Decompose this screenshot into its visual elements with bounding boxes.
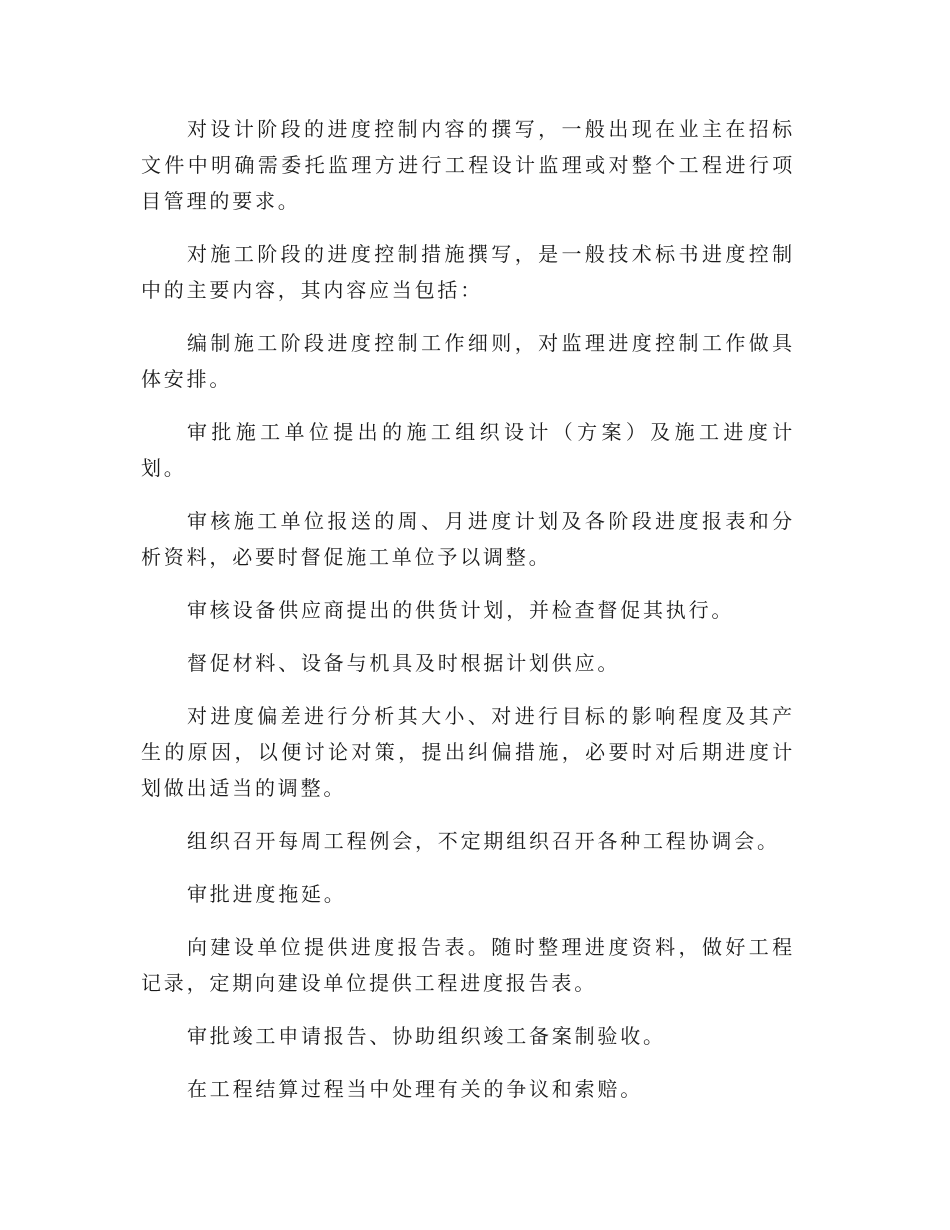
paragraph-3: 编制施工阶段进度控制工作细则，对监理进度控制工作做具体安排。 (141, 331, 795, 391)
paragraph-12: 审批竣工申请报告、协助组织竣工备案制验收。 (187, 1024, 666, 1048)
paragraph-5: 审核施工单位报送的周、月进度计划及各阶段进度报表和分析资料，必要时督促施工单位予以调整。 (141, 509, 795, 569)
paragraph-4: 审批施工单位提出的施工组织设计（方案）及施工进度计划。 (141, 420, 795, 480)
paragraph-13: 在工程结算过程当中处理有关的争议和索赔。 (187, 1077, 643, 1101)
paragraph-6: 审核设备供应商提出的供货计划，并检查督促其执行。 (187, 598, 735, 622)
paragraph-7: 督促材料、设备与机具及时根据计划供应。 (187, 651, 621, 675)
paragraph-9: 组织召开每周工程例会，不定期组织召开各种工程协调会。 (187, 829, 780, 853)
paragraph-11: 向建设单位提供进度报告表。随时整理进度资料，做好工程记录，定期向建设单位提供工程进度报告表。 (141, 935, 795, 995)
paragraph-1: 对设计阶段的进度控制内容的撰写，一般出现在业主在招标文件中明确需委托监理方进行工程设计监理或对整个工程进行项目管理的要求。 (141, 117, 795, 213)
paragraph-2: 对施工阶段的进度控制措施撰写，是一般技术标书进度控制中的主要内容，其内容应当包括： (141, 242, 795, 302)
paragraph-8: 对进度偏差进行分析其大小、对进行目标的影响程度及其产生的原因，以便讨论对策，提出纠偏措施，必要时对后期进度计划做出适当的调整。 (141, 704, 795, 800)
paragraph-10: 审批进度拖延。 (187, 882, 347, 906)
